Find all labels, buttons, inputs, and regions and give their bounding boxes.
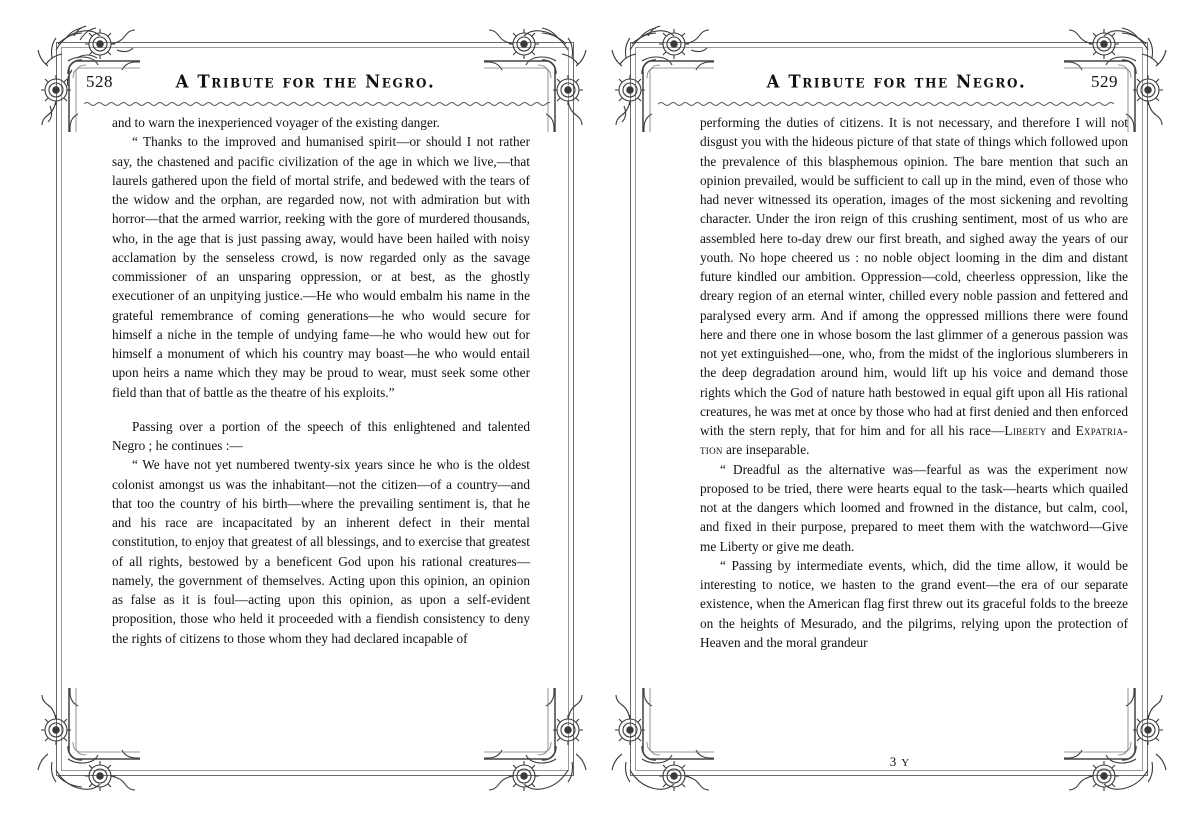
corner-ornament-bottom-right	[484, 688, 602, 806]
corner-ornament-bottom-left	[596, 688, 714, 806]
paragraph: “ We have not yet numbered twenty-six years since he who is the oldest colonist amongst us was the inhabitant—not the citizen—of a country—and that too the country of his birth—where the prevailing sentiment is, that he and his race are incapacitated by an inherent defect in their mental constitution, to enjoy that greatest of all blessings, and to exercise that greatest of all rights, bestowed by a beneficent God upon his rational creatures—namely, the government of themselves. Acting upon this opinion, an opinion as false as it is foul—acting upon this opinion, as upon a self-evident proposition, those who held it proceeded with a fiendish consistency to deny the rights of citizens to those whom they had declared incapable of	[112, 457, 531, 646]
signature-letter: Y	[901, 757, 911, 769]
body-text-left	[112, 113, 530, 648]
smallcaps-expatriation-continued: tion	[700, 442, 723, 458]
paragraph: “ Passing by intermediate events, which, did the time allow, it would be interesting to notice, we hasten to the grand event—the era of our separate existence, when the American flag first threw out its graceful folds to the breeze on the heights of Mesurado, and the pilgrims, relying upon the protection of Heaven and the moral grandeur	[700, 557, 1128, 650]
page-number-529: 529	[1091, 72, 1118, 91]
paragraph-text: performing the duties of citizens. It is not necessary, and therefore I will not disgust you with the hideous picture of that state of things which followed upon the prevalence of this blasphemous opinion. The bare mention that such an opinion prevailed, would be sufficient to call up in the mind, even of those who had never witnessed its operation, images of the most sickening and revolting character. Under the iron reign of this crushing sentiment, most of us who are assembled here to-day drew our first breath, and sighed away the years of our youth. No hope cheered us : no noble object looming in the dim and distant future kindled our ambition. Oppression—cold, cheerless oppression, like the dreary region of an eternal winter, chilled every noble passion and fettered and paralysed every arm. And if among the oppressed millions there were found here and there one in whose bosom the last glimmer of a generous passion was not yet extinguished—one, who, from the midst of the inglorious slumberers in the deep degradation around him, would lift up his voice and demand those rights which the God of nature hath bestowed in equal gift upon all His rational creatures, he was met at once by those who had at first denied and then enforced with the stern reply, that for him and for all his race—	[700, 115, 1128, 438]
running-header-right	[660, 72, 1118, 98]
smallcaps-liberty: Liberty	[1004, 423, 1047, 438]
paragraph	[700, 113, 1128, 460]
header-rule-left	[84, 100, 550, 108]
page-number-528: 528	[86, 72, 113, 91]
page-529	[600, 0, 1200, 816]
smallcaps-expatriation: Expatria-	[1075, 423, 1128, 438]
running-header-left	[86, 72, 544, 98]
signature-number: 3	[889, 754, 898, 769]
smallcaps-conjunction: and	[1046, 423, 1076, 438]
paragraph: Passing over a portion of the speech of this enlightened and talented Negro ; he continues :—	[112, 418, 530, 453]
smallcaps-tail: are inseparable.	[722, 442, 810, 458]
paragraph: “ Thanks to the improved and humanised spirit—or should I not rather say, the chastened and pacific civilization of the age in which we live,—that laurels gathered upon the field of mortal strife, and bedewed with the tears of the widow and the orphan, are regarded now, not with admiration but with horror—that the armed warrior, reeking with the gore of murdered thousands, who, in the age that is just passing away, would have been hailed with noisy acclamation by the senseless crowd, is now regarded only as the savage commissioner of an unsparing oppression, or at best, as the ghostly executioner of an unpitying justice.—He who would embalm his name in the grateful remembrance of coming generations—he who would secure for himself a niche in the temple of undying fame—he who would hew out for himself a monument of which his country may boast—he who would entail upon heirs a name which they may be proud to wear, must seek some other field than that of battle as the theatre of his exploits.”	[112, 134, 530, 400]
book-title-right: A Tribute for the Negro.	[766, 71, 1027, 92]
paragraph: “ Dreadful as the alternative was—fearful as was the experiment now proposed to be tried, there were hearts equal to the task—hearts which quailed not at the dangers which loomed and frowned in the distance, but calm, cool, and fixed in their purpose, prepared to meet them with the watchword—Give me Liberty or give me death.	[700, 461, 1128, 554]
header-rule-right	[658, 100, 1124, 108]
signature-mark	[600, 754, 1200, 770]
corner-ornament-bottom-left	[22, 688, 140, 806]
book-title-left: A Tribute for the Negro.	[175, 71, 436, 92]
corner-ornament-bottom-right	[1064, 688, 1182, 806]
body-text-right	[700, 113, 1128, 652]
paragraph: and to warn the inexperienced voyager of the existing danger.	[112, 115, 440, 130]
